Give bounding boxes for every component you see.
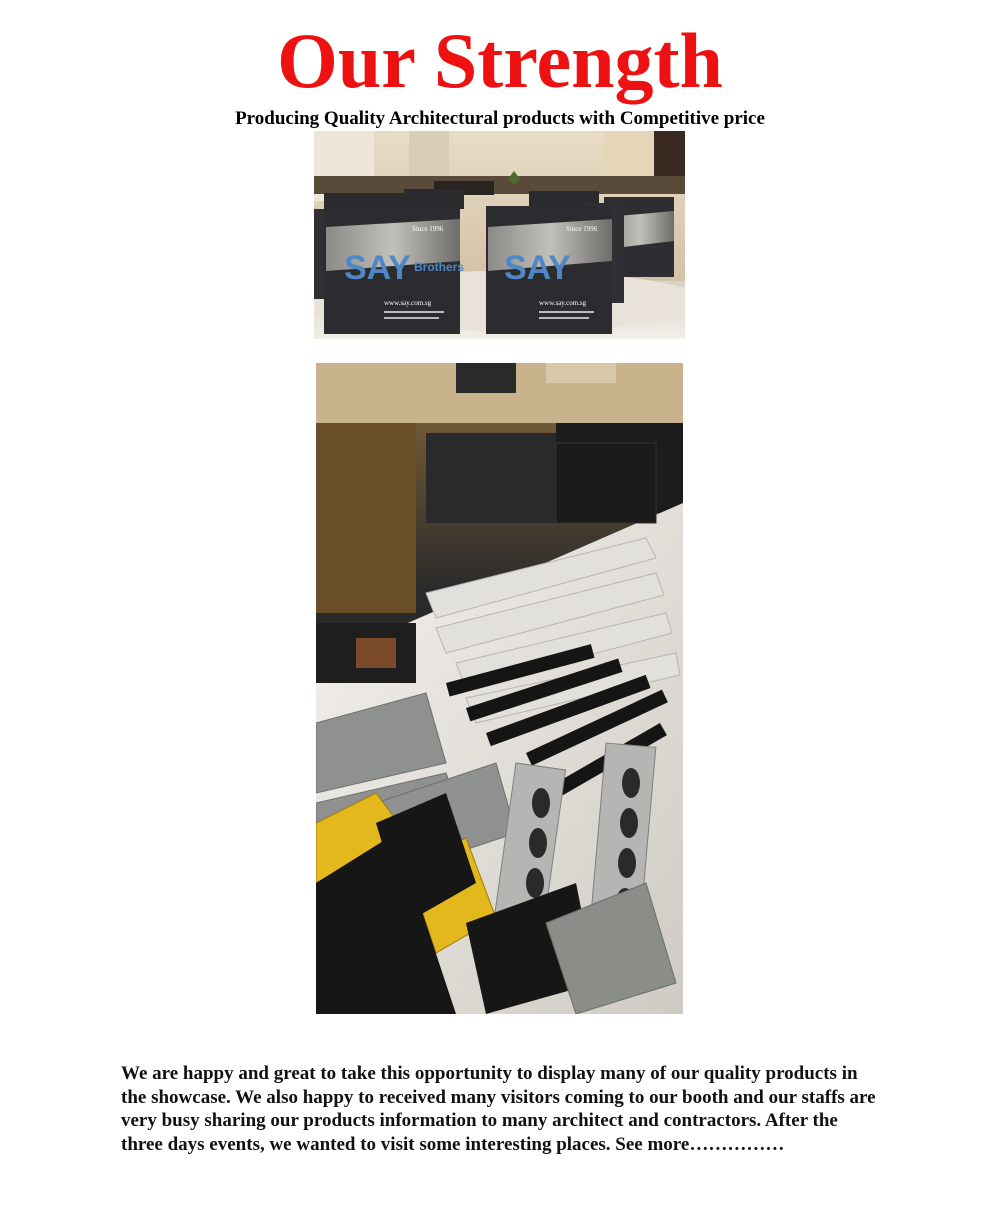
card2-since-text: Since 1996 <box>566 225 598 233</box>
card2-brand-text: SAY <box>504 249 571 287</box>
page-title: Our Strength <box>277 17 723 104</box>
card2-url-text: www.say.com.sg <box>539 299 587 307</box>
card-since-text: Since 1996 <box>412 225 444 233</box>
card-url-text: www.say.com.sg <box>384 299 432 307</box>
showcase-products-photo <box>316 363 683 1014</box>
body-paragraph: We are happy and great to take this opportunity to display many of our quality products in the showcase. We also happy to received many visitors coming to our booth and our staffs are very busy sharing our products information to many architect and contractors. After the three days events, we wanted to visit some interesting places. See more…………… <box>121 1063 876 1155</box>
card-brand-text: SAY <box>344 249 411 287</box>
booth-brochure-photo <box>314 131 685 339</box>
card-brand-suffix-text: Brothers <box>414 260 465 274</box>
page-subtitle: Producing Quality Architectural products with Competitive price <box>235 108 765 129</box>
